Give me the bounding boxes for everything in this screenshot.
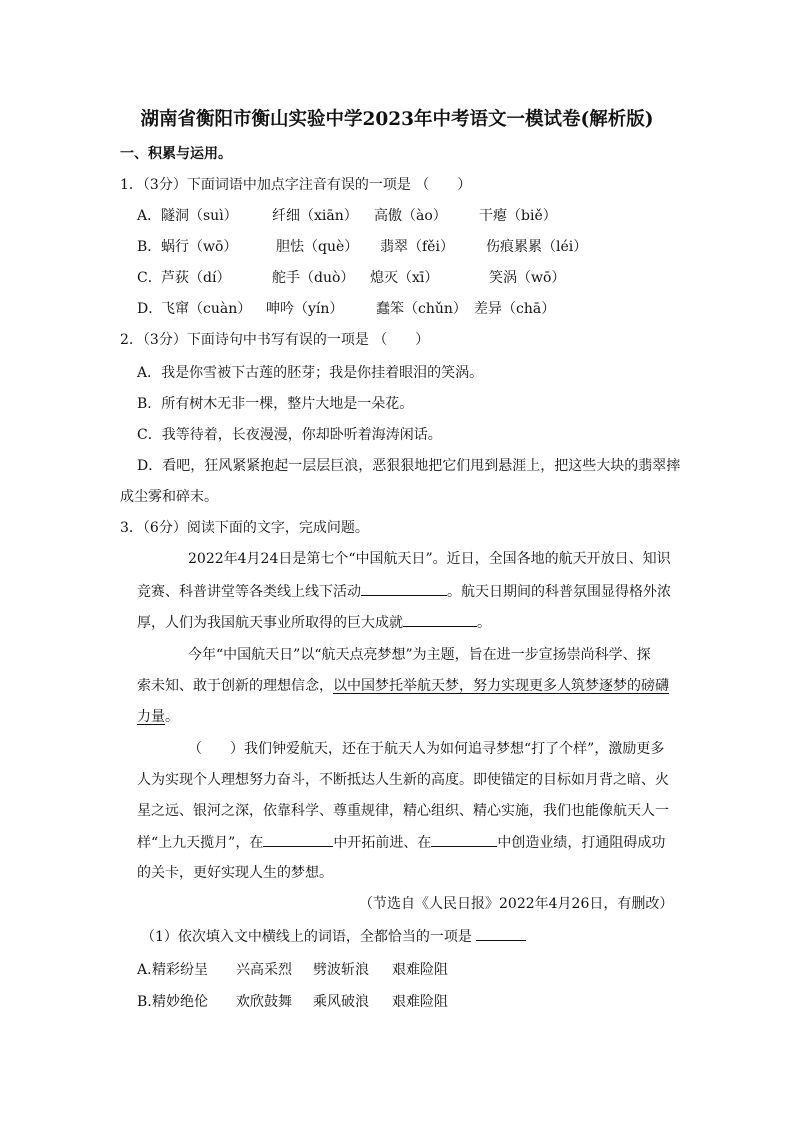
passage-p2-line3 — [137, 707, 179, 727]
passage-text: 样“上九天揽月”，在 — [137, 835, 264, 851]
passage-text: 。航天日期间的科普氛围显得格外浓 — [447, 584, 671, 600]
option-word: 精彩纷呈 — [152, 962, 208, 978]
passage-text: 。 — [165, 709, 179, 725]
option-word: 翡翠（fěi） — [380, 239, 454, 255]
passage-p3-line3: 星之远、银河之深，依靠科学、尊重规律，精心组织、精心实施，我们也能像航天人一 — [137, 803, 669, 819]
passage-text: 厚，人们为我国航天事业所取得的巨大成就 — [137, 615, 403, 631]
option-word: 艰难险阻 — [392, 994, 448, 1010]
fill-blank — [431, 832, 497, 847]
option-word: 笑涡（wō） — [489, 270, 566, 286]
passage-text: 中开拓前进、在 — [333, 835, 432, 851]
subquestion-text: （1）依次填入文中横线上的词语，全都恰当的一项是 — [141, 929, 472, 945]
passage-source: （节选自《人民日报》2022年4月26日，有删改） — [359, 896, 674, 912]
q2-option-a: A．我是你雪被下古莲的胚芽；我是你挂着眼泪的笑涡。 — [137, 365, 484, 381]
option-word: 熄灭（xī） — [370, 270, 439, 286]
option-word: 舵手（duò） — [272, 270, 355, 286]
option-word: 干瘪（biě） — [479, 208, 557, 224]
passage-p3-line1: （ ）我们钟爱航天，还在于航天人为如何追寻梦想“打了个样”，激励更多 — [188, 741, 665, 757]
question-3-stem: 3．（6分）阅读下面的文字，完成问题。 — [120, 520, 369, 536]
underlined-sentence: 力量 — [137, 709, 165, 725]
page-title: 湖南省衡阳市衡山实验中学2023年中考语文一模试卷(解析版) — [140, 109, 654, 130]
q2-option-d-line2: 成尘雾和碎末。 — [120, 489, 218, 505]
passage-p3-line4 — [137, 832, 665, 853]
q2-option-c: C．我等待着，长夜漫漫，你却卧听着海涛闲话。 — [137, 427, 442, 443]
option-label: A. — [137, 962, 152, 978]
q2-option-d-line1: D．看吧，狂风紧紧抱起一层层巨浪，恶狠狠地把它们甩到悬涯上，把这些大块的翡翠摔 — [137, 458, 681, 474]
option-word: 隧洞（suì） — [161, 208, 238, 224]
q3-subquestion-1 — [141, 926, 526, 947]
option-word: 兴高采烈 — [236, 962, 292, 978]
option-word: 差异（chā） — [474, 301, 556, 317]
option-word: 欢欣鼓舞 — [236, 994, 292, 1010]
passage-p2-line2 — [137, 676, 669, 696]
section-heading: 一、积累与运用。 — [120, 146, 232, 162]
option-label: C． — [137, 270, 162, 286]
passage-p1-line3 — [137, 612, 491, 633]
option-word: 飞窜（cuàn） — [161, 301, 252, 317]
q2-option-b: B．所有树木无非一棵，整片大地是一朵花。 — [137, 396, 414, 412]
option-word: 纤细（xiān） — [272, 208, 358, 224]
option-label: B． — [137, 239, 162, 255]
option-word: 乘风破浪 — [313, 994, 369, 1010]
option-label: B. — [137, 994, 152, 1010]
passage-text: 竞赛、科普讲堂等各类线上线下活动 — [137, 584, 361, 600]
passage-p2-line1: 今年“中国航天日”以“航天点亮梦想”为主题，旨在进一步宣扬崇尚科学、探 — [188, 647, 651, 663]
passage-text: 中创造业绩，打通阻碍成功 — [497, 835, 666, 851]
question-2-stem: 2．（3分）下面诗句中书写有误的一项是 （ ） — [120, 332, 430, 348]
fill-blank — [361, 581, 447, 596]
passage-text: 。 — [477, 615, 491, 631]
option-word: 精妙绝伦 — [152, 994, 208, 1010]
option-word: 劈波斩浪 — [313, 962, 369, 978]
underlined-sentence: 以中国梦托举航天梦，努力实现更多人筑梦逐梦的磅礴 — [333, 678, 669, 694]
option-word: 芦荻（dí） — [161, 270, 231, 286]
passage-p3-line2: 人为实现个人理想努力奋斗，不断抵达人生新的高度。即使锚定的目标如月背之暗、火 — [137, 772, 669, 788]
option-word: 呻吟（yín） — [266, 301, 344, 317]
fill-blank — [263, 832, 333, 847]
option-label: D． — [137, 301, 163, 317]
answer-blank — [476, 926, 526, 941]
passage-text: 索未知、敢于创新的理想信念， — [137, 678, 333, 694]
option-word: 蠢笨（chǔn） — [376, 301, 467, 317]
question-1-stem: 1．（3分）下面词语中加点字注音有误的一项是 （ ） — [120, 177, 472, 193]
option-word: 伤痕累累（léi） — [486, 239, 588, 255]
option-word: 艰难险阻 — [392, 962, 448, 978]
passage-p3-line5: 的关卡，更好实现人生的梦想。 — [137, 865, 333, 881]
option-word: 胆怯（què） — [276, 239, 359, 255]
fill-blank — [403, 612, 477, 627]
passage-p1-line1: 2022年4月24日是第七个“中国航天日”。近日，全国各地的航天开放日、知识 — [188, 551, 671, 567]
passage-p1-line2 — [137, 581, 671, 602]
option-word: 蜗行（wō） — [161, 239, 238, 255]
option-word: 高傲（ào） — [374, 208, 447, 224]
option-label: A． — [137, 208, 162, 224]
